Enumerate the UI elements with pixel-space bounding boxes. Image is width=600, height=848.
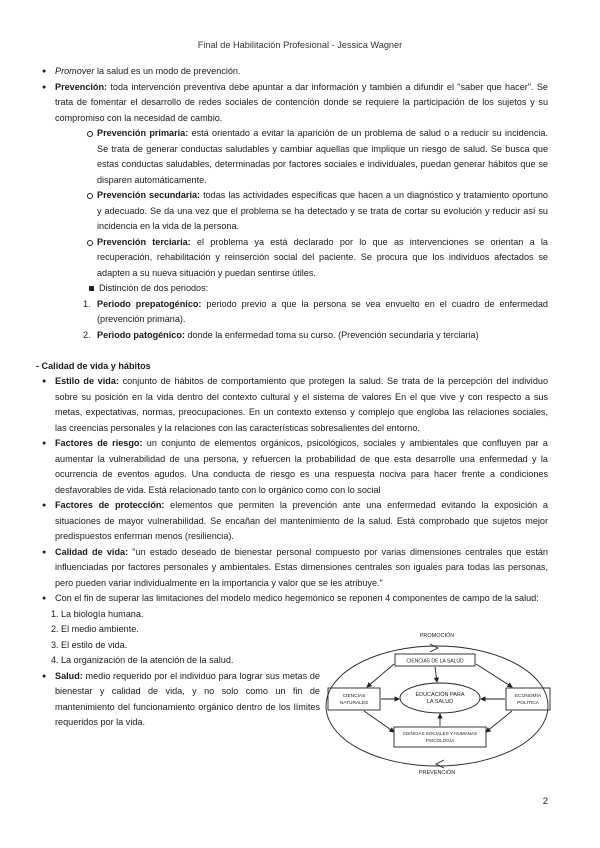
page-header: Final de Habilitación Profesional - Jessica Wagner: [197, 40, 403, 50]
list-item-modelo: ● Con el fin de superar las limitaciones del modelo medico hegemónico se reponen 4 componentes de campo de la salud:: [0, 591, 600, 607]
box-left-line2: NATURALES: [339, 701, 369, 706]
term: Periodo patogénico:: [97, 329, 185, 340]
list-item-periodos: Distinción de dos periodos:: [0, 281, 600, 297]
diagram-bottom-label: PREVENCIÓN: [418, 770, 456, 776]
arrow-salud-naturales: [367, 664, 394, 687]
list-item-prepatogenico: 1. Periodo prepatogénico: periodo previo a que la persona se vea envuelto en el cuadro de enfermedad (prevención primaria).: [83, 298, 548, 324]
list-item-organizacion: 4. La organización de la atención de la salud.: [51, 655, 234, 665]
arrow-salud-economia: [476, 664, 512, 687]
box-left-line1: CIENCIAS: [342, 694, 366, 699]
list-item-salud: ● Salud: medio requerido por el individuo para lograr sus metas de bienestar y calidad de vida, y no solo como un fin de mantenimiento del funcionamiento orgánico dentro de los límites requeridos por la vida.: [0, 669, 600, 731]
list-item-primaria: Prevención primaria: está orientado a evitar la aparición de un problema de salud o a reducir su incidencia. Se trata de generar conductas saludables y cambiar aquellas que implique un riesgo de salud. Se busca que estas conductas saludables, determinadas por factores sociales e individuales, puedan generar hábitos que se disparen automáticamente.: [0, 126, 600, 188]
arrow-economia-sociales: [486, 711, 512, 732]
term: Prevención:: [55, 81, 108, 92]
list-item-calidad: ● Calidad de vida: "un estado deseado de bienestar personal compuesto por varias dimensiones centrales que están influenciadas por factores personales y ambientales. Estas dimensiones centrales son iguales para todas las personas, pero pueden variar individualmente en la importancia y valor que se les atribuye.": [0, 545, 600, 592]
page-number: 2: [542, 796, 548, 807]
box-ciencias-naturales: [328, 688, 380, 710]
list-item-prevencion: ● Prevención: toda intervención preventiva debe apuntar a dar información y también a difundir el "saber que hacer". Se trata de fomentar el desarrollo de redes sociales de contención donde se requiere la participación de los sujetos y su compromiso con la necesidad de cambio.: [0, 80, 600, 127]
list-item-biologia: 1. La biología humana.: [51, 608, 144, 619]
center-line1: EDUCACIÓN PARA: [415, 692, 465, 698]
term: Calidad de vida:: [55, 546, 129, 557]
term: Factores de riesgo:: [55, 438, 143, 448]
list-item-riesgo: ● Factores de riesgo: un conjunto de elementos orgánicos, psicológicos, sociales y ambientales que confluyen par a aumentar la vulnerabilidad de una persona, y refuercen la probabilidad de que esta desarrolle una enfermedad y la ocurrencia de eventos agudos. Una conducta de riesgo es una respuesta nociva para hacer frente a condiciones desfavorables de vida. Está relacionado tanto con lo orgánico como con lo social: [0, 436, 600, 498]
term: Factores de protección:: [55, 500, 165, 510]
box-ciencias-sociales: [394, 727, 486, 747]
center-line2: LA SALUD: [426, 699, 454, 705]
health-field-diagram: [322, 628, 554, 776]
list-item-proteccion: ● Factores de protección: elementos que permiten la prevención ante una enfermedad evitando la exposición a situaciones de mayor vulnerabilidad. Se encañan del mantenimiento de la salud. Está comprobado que sujetos mejor predispuestos enferman menos (resiliencia).: [0, 498, 600, 545]
arrow-salud-centro: [435, 667, 437, 682]
list-item-estilo: ● Estilo de vida: conjunto de hábitos de comportamiento que protegen la salud. Se trata de la percepción del individuo sobre su posición en la vida dentro del contexto cultural y el sistema de valores En el que vive y con respecto a sus metas, expectativas, normas, preocupaciones. En un contexto extenso y complejo que engloba las relaciones sociales, las creencias personales y la relaciones con las características sobresalientes del entorno.: [0, 374, 600, 436]
box-bottom-line2: PSICOLOGÍA: [425, 738, 455, 743]
term: Estilo de vida:: [55, 376, 119, 386]
term: Prevención terciaria:: [97, 236, 191, 247]
list-item-terciaria: Prevención terciaria: el problema ya está declarado por lo que as intervenciones se orientan a la recuperación, rehabilitación y reinserción social del paciente. Se procura que los individuos afectados se adapten a su nueva situación y puedan sentirse útiles.: [0, 235, 600, 282]
diagram-top-label: PROMOCIÓN: [419, 633, 455, 639]
list-item-medio: 2. El medio ambiente.: [51, 624, 139, 634]
box-right-line1: ECONOMÍA: [514, 694, 542, 699]
term: Prevención primaria:: [97, 128, 189, 138]
list-item-secundaria: Prevención secundaria: todas las actividades específicas que hacen a un diagnóstico y tratamiento oportuno y adecuado. Se da una vez que el problema se ha detectado y se trata de cortar su evolución y reducir así su incidencia en la vida de la persona.: [0, 188, 600, 235]
term: Periodo prepatogénico:: [97, 298, 202, 309]
arrow-naturales-sociales: [364, 711, 394, 732]
term: Promover: [55, 66, 95, 76]
term: Salud:: [55, 670, 83, 681]
list-item-estilo-vida: 3. El estilo de vida.: [51, 639, 128, 650]
bottom-arrowhead: [436, 760, 444, 768]
list-item-patogenico: 2. Periodo patogénico: donde la enfermedad toma su curso. (Prevención secundaria y terciaria): [83, 329, 479, 340]
box-top-label: CIENCIAS DE LA SALUD: [406, 658, 464, 665]
box-right-line2: POLÍTICA: [517, 701, 539, 706]
center-ellipse: [400, 683, 480, 713]
box-bottom-line1: CIENCIAS SOCIALES Y HUMANAS: [402, 731, 478, 736]
box-economia-politica: [506, 688, 550, 710]
section-title: - Calidad de vida y hábitos: [36, 360, 151, 371]
top-arrowhead: [430, 644, 438, 652]
list-item-promover: ● Promover la salud es un modo de prevención.: [0, 64, 600, 80]
term: Prevención secundaria:: [97, 190, 201, 200]
